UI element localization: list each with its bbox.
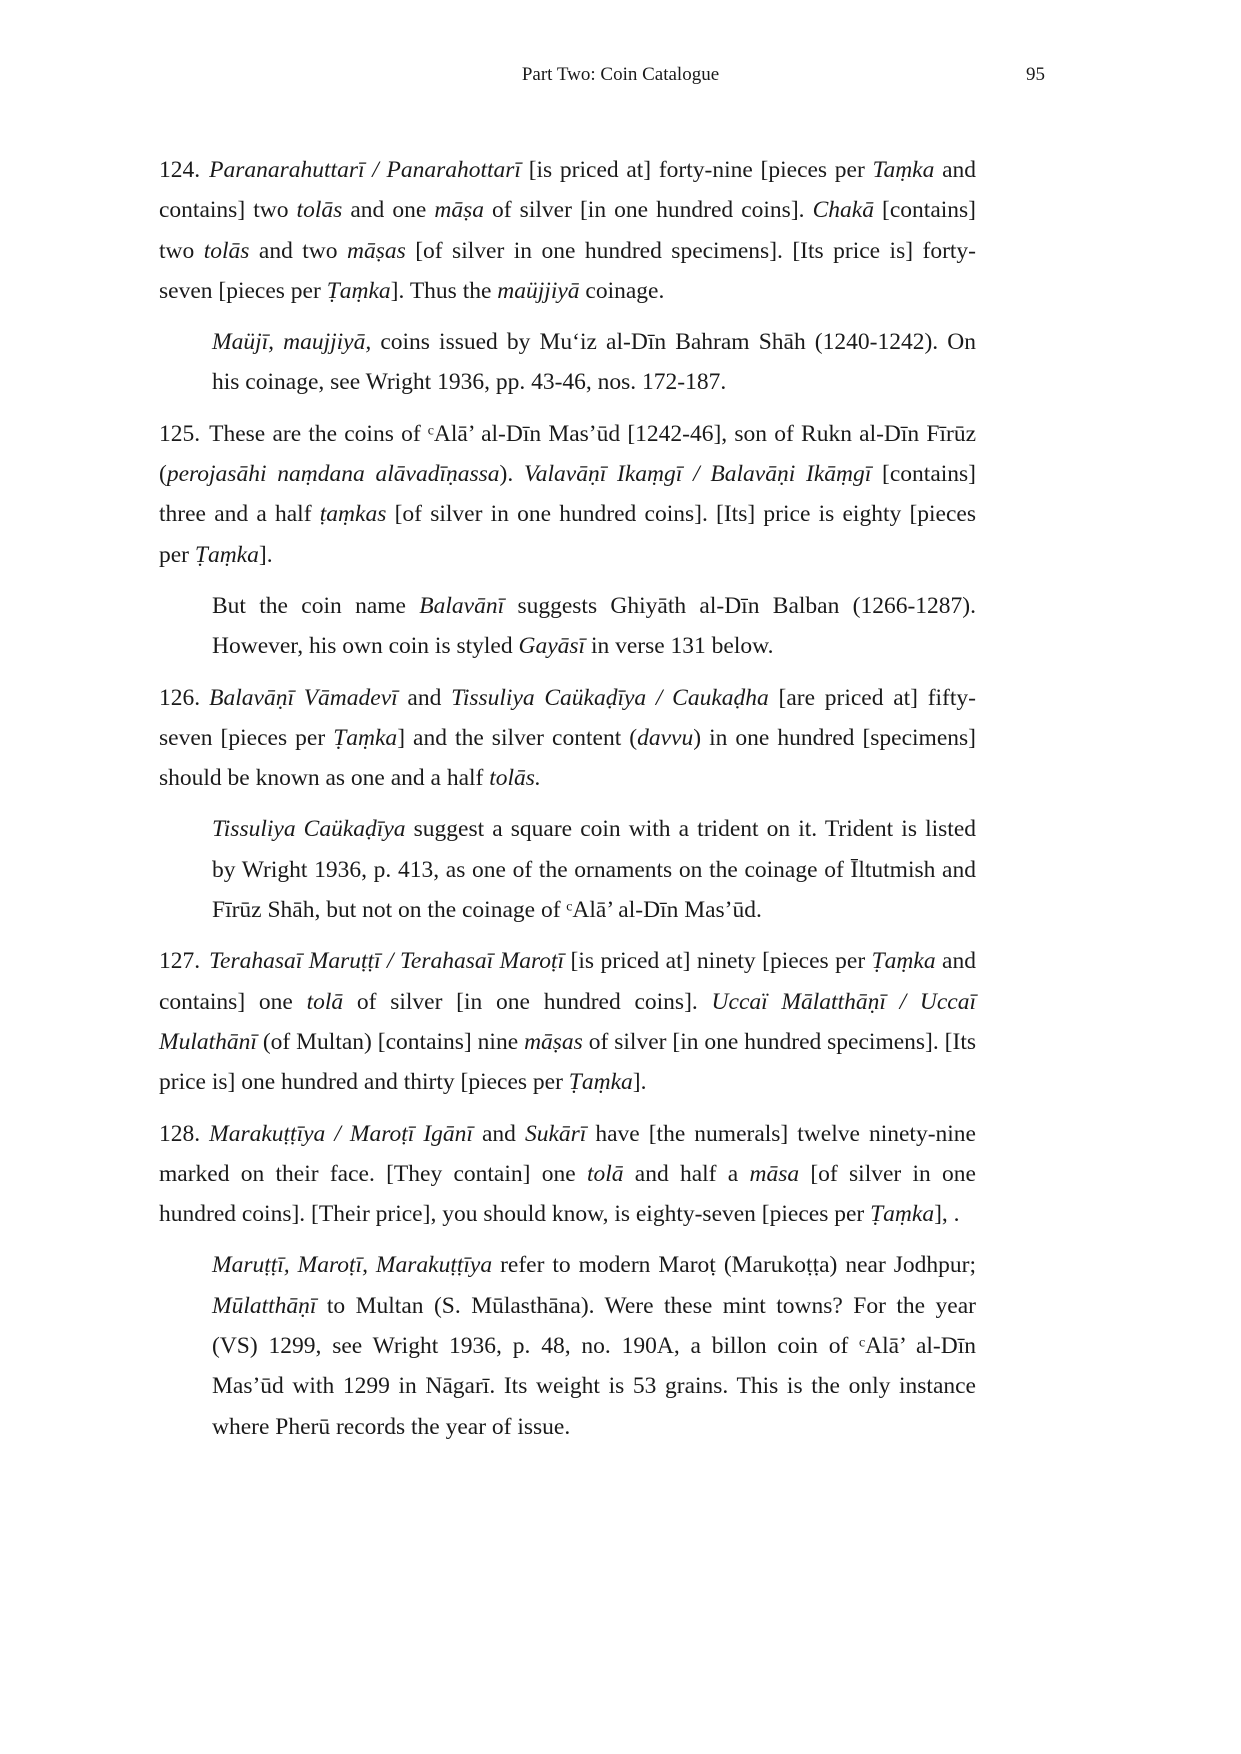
entry-126 bbox=[159, 678, 976, 799]
text-run: [of silver in one hundred coins]. [Its] price is eighty [pieces per bbox=[159, 501, 976, 568]
text-body bbox=[159, 150, 976, 1458]
entry-124 bbox=[159, 150, 976, 311]
italic-term: māṣa bbox=[434, 197, 484, 224]
italic-term: māṣas bbox=[346, 237, 406, 264]
text-run: ]. bbox=[632, 1069, 647, 1096]
text-run: [of silver in one hundred coins]. [Their price], you should know, is eighty-seven [pieces per bbox=[159, 1160, 976, 1228]
entry-number: 126. bbox=[159, 684, 201, 711]
text-run: ]. bbox=[258, 541, 273, 568]
text-run: suggests Ghiyāth al-Dīn Balban (1266-1287). However, his own coin is styled bbox=[212, 592, 977, 660]
text-run: ] and the silver content ( bbox=[397, 724, 638, 751]
text-run: ). bbox=[499, 461, 525, 488]
italic-term: Ṭaṃka bbox=[194, 541, 259, 568]
italic-term: Taṃka bbox=[872, 157, 935, 183]
italic-term: Balavānī bbox=[419, 592, 505, 619]
italic-term: tolā bbox=[306, 988, 344, 1015]
text-run: ) in one hundred [specimens] should be known as one and a half bbox=[159, 724, 976, 792]
text-run: These are the coins of ᶜAlā’ al-Dīn Mas’ūd [1242-46], son of Rukn al-Dīn Fīrūz ( bbox=[159, 420, 976, 488]
text-run: of silver [in one hundred specimens]. [Its price is] one hundred and thirty [pieces per bbox=[159, 1028, 976, 1096]
text-run: and bbox=[397, 684, 452, 711]
note-text bbox=[212, 1252, 976, 1439]
text-run: [contains] three and a half bbox=[159, 461, 977, 528]
italic-term: Maruṭṭī, Maroṭī, Marakuṭṭīya bbox=[212, 1252, 493, 1279]
text-run: [contains] two bbox=[159, 197, 977, 264]
text-run: have [the numerals] twelve ninety-nine marked on their face. [They contain] one bbox=[159, 1120, 976, 1187]
note-126 bbox=[212, 809, 976, 930]
entry-number: 125. bbox=[159, 420, 201, 447]
text-run: and two bbox=[249, 237, 347, 264]
italic-term: tolās. bbox=[489, 765, 541, 792]
text-run: (of Multan) [contains] nine bbox=[256, 1028, 525, 1055]
entry-text bbox=[159, 157, 976, 304]
entry-127 bbox=[159, 941, 976, 1102]
italic-term: māṣas bbox=[524, 1028, 583, 1055]
italic-term: Valavāṇī Ikaṃgī / Balavāṇi Ikāṃgī bbox=[524, 461, 872, 488]
running-head bbox=[0, 64, 1241, 94]
text-run: [are priced at] fifty-seven [pieces per bbox=[159, 684, 976, 751]
italic-term: davvu bbox=[637, 724, 694, 751]
entry-text bbox=[159, 948, 976, 1095]
italic-term: tolās bbox=[296, 197, 343, 224]
italic-term: perojasāhi naṃdana alāvadīṇassa bbox=[166, 461, 500, 488]
note-text bbox=[212, 329, 976, 395]
italic-term: Balavāṇī Vāmadevī bbox=[209, 684, 398, 711]
note-text bbox=[212, 593, 976, 659]
page-number: 95 bbox=[1026, 64, 1045, 85]
entry-text bbox=[159, 1121, 976, 1228]
entry-number: 127. bbox=[159, 948, 201, 975]
italic-term: Tissuliya Caükaḍīya / Caukaḍha bbox=[451, 684, 769, 711]
text-run: coins issued by Mu‘iz al-Dīn Bahram Shāh (1240-1242). On his coinage, see Wright 1936, pp. 43-46, nos. 172-187. bbox=[212, 329, 976, 396]
text-run: ]. Thus the bbox=[390, 277, 498, 304]
text-run: [is priced at] forty-nine [pieces per bbox=[520, 157, 873, 183]
italic-term: tolā bbox=[586, 1160, 624, 1187]
text-run: [of silver in one hundred specimens]. [Its price is] forty-seven [pieces per bbox=[159, 237, 977, 304]
text-run: and contains] one bbox=[159, 948, 976, 1015]
entry-number: 128. bbox=[159, 1120, 201, 1147]
running-title: Part Two: Coin Catalogue bbox=[521, 64, 720, 85]
italic-term: māsa bbox=[749, 1160, 800, 1187]
entry-128 bbox=[159, 1114, 976, 1235]
text-run: in verse 131 below. bbox=[585, 633, 774, 660]
italic-term: maüjjiyā bbox=[497, 277, 580, 304]
italic-term: Chakā bbox=[812, 197, 874, 224]
italic-term: Sukārī bbox=[524, 1120, 587, 1147]
text-run: and one bbox=[342, 197, 435, 224]
text-run: But the coin name bbox=[212, 592, 420, 619]
note-128 bbox=[212, 1245, 976, 1446]
italic-term: Ṭaṃka bbox=[333, 724, 398, 751]
text-run: coinage. bbox=[579, 277, 665, 304]
note-124 bbox=[212, 322, 976, 403]
italic-term: Maüjī, maujjiyā, bbox=[212, 329, 372, 356]
italic-term: Tissuliya Caükaḍīya bbox=[212, 816, 406, 843]
text-run: and half a bbox=[623, 1160, 750, 1187]
italic-term: Paranarahuttarī / Panarahottarī bbox=[209, 157, 521, 183]
text-run: refer to modern Maroṭ (Marukoṭṭa) near Jodhpur; bbox=[492, 1252, 976, 1279]
italic-term: ṭaṃkas bbox=[319, 501, 387, 528]
italic-term: Ṭaṃka bbox=[870, 1201, 935, 1228]
italic-term: Terahasaī Maruṭṭī / Terahasaī Maroṭī bbox=[209, 948, 565, 975]
italic-term: tolās bbox=[203, 237, 250, 264]
entry-125 bbox=[159, 414, 976, 575]
italic-term: Gayāsī bbox=[518, 633, 586, 660]
entry-number: 124. bbox=[159, 157, 201, 183]
entry-text bbox=[159, 421, 976, 568]
text-run: suggest a square coin with a trident on it. Trident is listed by Wright 1936, p. 413, as one of the ornaments on the coinage of Īltutmish and Fīrūz Shāh, but not on the coinage of ᶜAlā’ al-Dīn Mas’ūd. bbox=[212, 816, 976, 924]
note-text bbox=[212, 816, 976, 923]
text-run: of silver [in one hundred coins]. bbox=[483, 197, 813, 224]
italic-term: Mūlatthāṇī bbox=[212, 1292, 317, 1319]
italic-term: Ṭaṃka bbox=[871, 948, 936, 975]
italic-term: Uccaï Mālatthāṇī / Uccaī Mulathānī bbox=[159, 988, 976, 1055]
italic-term: Ṭaṃka bbox=[326, 277, 391, 304]
entry-text bbox=[159, 685, 976, 792]
text-run: and bbox=[472, 1120, 525, 1147]
text-run: [is priced at] ninety [pieces per bbox=[564, 948, 872, 975]
text-run: of silver [in one hundred coins]. bbox=[343, 988, 712, 1015]
note-125 bbox=[212, 586, 976, 667]
text-run: and contains] two bbox=[159, 157, 977, 224]
italic-term: Marakuṭṭīya / Maroṭī Igānī bbox=[209, 1120, 473, 1147]
italic-term: Ṭaṃka bbox=[568, 1069, 633, 1096]
text-run: ], . bbox=[934, 1201, 960, 1228]
text-run: to Multan (S. Mūlasthāna). Were these mint towns? For the year (VS) 1299, see Wright 1936, p. 48, no. 190A, a billon coin of ᶜAlā’ al-Dīn Mas’ūd with 1299 in Nāgarī. Its weight is 53 grains. This is the only instance where Pherū records the year of issue. bbox=[212, 1292, 976, 1440]
